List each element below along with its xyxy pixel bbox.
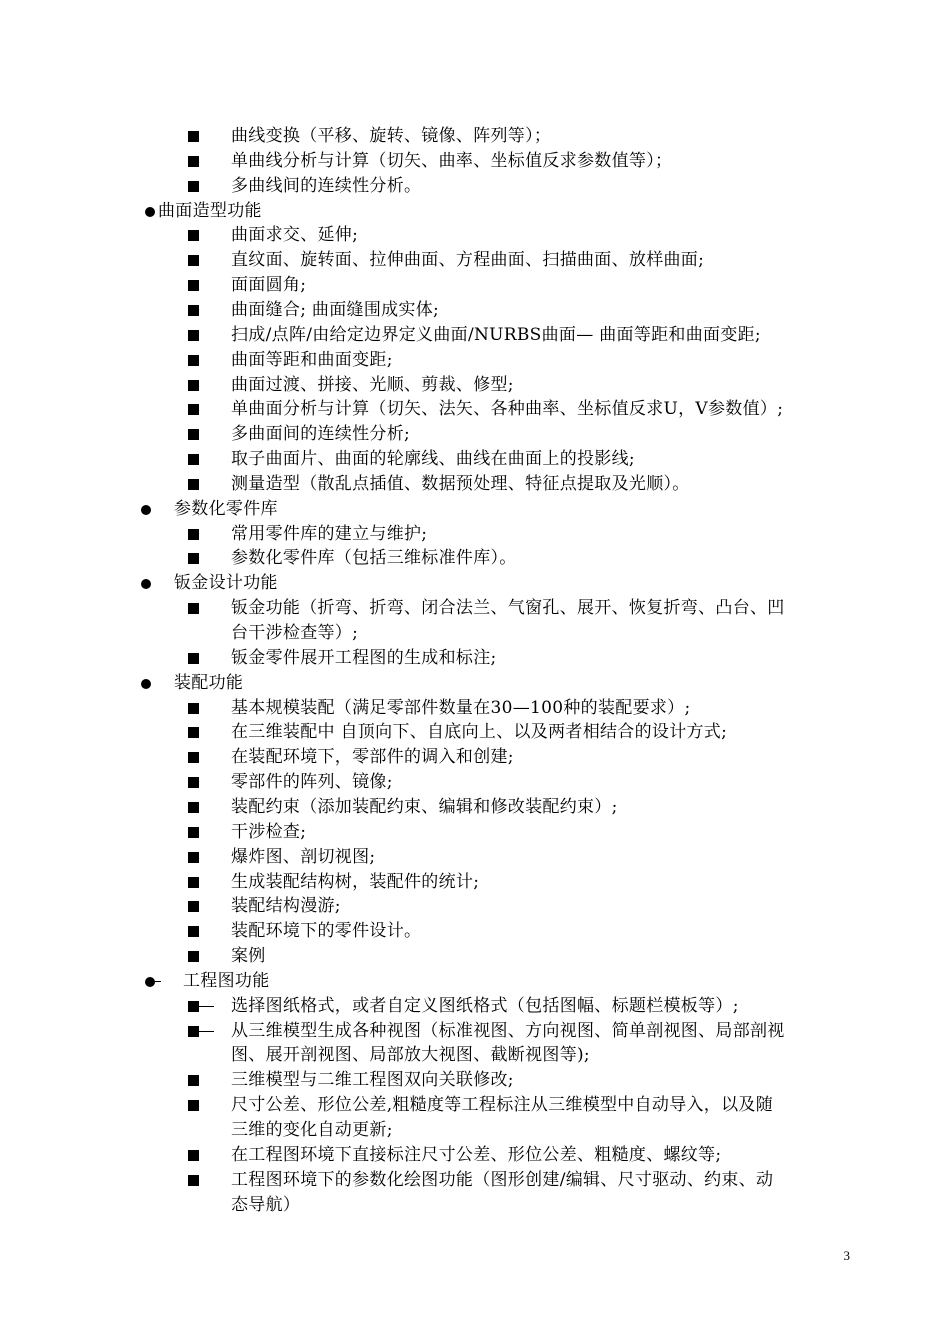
list-item-text: 测量造型（散乱点插值、数据预处理、特征点提取及光顺）。: [231, 473, 690, 494]
list-item-text: 在三维装配中 自顶向下、自底向上、以及两者相结合的设计方式;: [231, 722, 728, 743]
list-item-text: 态导航）: [231, 1194, 301, 1215]
list-item-text: 在装配环境下，零部件的调入和创建;: [231, 747, 514, 768]
square-bullet-icon: [188, 380, 199, 391]
section-heading-text: 装配功能: [174, 672, 244, 693]
square-bullet-icon: [188, 355, 199, 366]
square-bullet-icon: [188, 653, 199, 664]
square-bullet-icon: [188, 603, 199, 614]
list-item-text: 曲面缝合; 曲面缝围成实体;: [231, 299, 440, 320]
square-bullet-icon: [188, 877, 199, 888]
square-bullet-icon: [188, 777, 199, 788]
list-item-text: 装配结构漫游;: [231, 896, 341, 917]
square-bullet-icon: [188, 230, 199, 241]
section-heading-text: 参数化零件库: [174, 498, 278, 519]
list-item-text: 钣金功能（折弯、折弯、闭合法兰、气窗孔、展开、恢复折弯、凸台、凹: [231, 598, 785, 619]
round-bullet-icon: [145, 207, 155, 217]
list-item-text: 曲线变换（平移、旋转、镜像、阵列等）；: [231, 126, 552, 146]
square-bullet-icon: [188, 951, 199, 962]
square-bullet-icon: [188, 330, 199, 341]
list-item-text: 取子曲面片、曲面的轮廓线、曲线在曲面上的投影线;: [231, 449, 635, 470]
list-item-text: 尺寸公差、形位公差,粗糙度等工程标注从三维模型中自动导入，以及随: [231, 1095, 774, 1116]
square-bullet-icon: [188, 479, 199, 490]
list-item-text: 曲面过渡、拼接、光顺、剪裁、修型;: [231, 374, 514, 395]
list-item-text: 扫成/点阵/由给定边界定义曲面/NURBS曲面— 曲面等距和曲面变距;: [231, 324, 761, 345]
list-item-text: 从三维模型生成各种视图（标准视图、方向视图、简单剖视图、局部剖视: [231, 1020, 785, 1041]
square-bullet-icon: [188, 529, 199, 540]
list-item-text: 装配约束（添加装配约束、编辑和修改装配约束）;: [231, 796, 618, 817]
square-bullet-icon: [188, 1075, 199, 1086]
list-item-text: 单曲面分析与计算（切矢、法矢、各种曲率、坐标值反求U，V参数值）;: [231, 399, 784, 420]
square-bullet-icon: [188, 1150, 199, 1161]
list-item-text: 单曲线分析与计算（切矢、曲率、坐标值反求参数值等）；: [231, 150, 673, 171]
square-bullet-icon: [188, 454, 199, 465]
dash-mark-icon: [198, 1006, 214, 1008]
section-heading-text: 工程图功能: [183, 970, 270, 991]
round-bullet-icon: [141, 679, 151, 689]
square-bullet-icon: [188, 703, 199, 714]
list-item-text: 案例: [231, 946, 266, 967]
square-bullet-icon: [188, 280, 199, 291]
square-bullet-icon: [188, 727, 199, 738]
square-bullet-icon: [188, 404, 199, 415]
list-item-text: 三维的变化自动更新;: [231, 1120, 393, 1140]
list-item-text: 直纹面、旋转面、拉伸曲面、方程曲面、扫描曲面、放样曲面;: [231, 250, 705, 271]
square-bullet-icon: [188, 1175, 199, 1186]
square-bullet-icon: [188, 926, 199, 937]
list-item-text: 面面圆角;: [231, 275, 307, 296]
square-bullet-icon: [188, 1100, 199, 1111]
round-bullet-icon: [141, 579, 151, 589]
list-item-text: 工程图环境下的参数化绘图功能（图形创建/编辑、尺寸驱动、约束、动: [231, 1169, 774, 1190]
list-item-text: 生成装配结构树，装配件的统计;: [231, 871, 480, 892]
section-heading-text: 曲面造型功能: [158, 200, 262, 221]
square-bullet-icon: [188, 131, 199, 142]
list-item-text: 常用零件库的建立与维护;: [231, 523, 428, 544]
section-heading-text: 钣金设计功能: [174, 573, 278, 594]
list-item-text: 干涉检查;: [231, 821, 307, 842]
square-bullet-icon: [188, 752, 199, 763]
list-item-text: 三维模型与二维工程图双向关联修改;: [231, 1070, 514, 1091]
square-bullet-icon: [188, 181, 199, 192]
list-item-text: 多曲面间的连续性分析;: [231, 424, 411, 445]
list-item-text: 装配环境下的零件设计。: [231, 921, 422, 942]
square-bullet-icon: [188, 255, 199, 266]
list-item-text: 曲面求交、延伸;: [231, 225, 359, 246]
dash-mark-icon: [149, 981, 161, 983]
list-item-text: 爆炸图、剖切视图;: [231, 846, 376, 867]
page-number: 3: [843, 1248, 850, 1263]
list-item-text: 基本规模装配（满足零部件数量在30—100种的装配要求）;: [231, 697, 691, 718]
round-bullet-icon: [141, 505, 151, 515]
square-bullet-icon: [188, 305, 199, 316]
square-bullet-icon: [188, 802, 199, 813]
square-bullet-icon: [188, 429, 199, 440]
list-item-text: 多曲线间的连续性分析。: [231, 175, 422, 196]
list-item-text: 在工程图环境下直接标注尺寸公差、形位公差、粗糙度、螺纹等;: [231, 1144, 722, 1165]
list-item-text: 台干涉检查等）;: [231, 623, 359, 643]
list-item-text: 零部件的阵列、镜像;: [231, 772, 393, 793]
square-bullet-icon: [188, 901, 199, 912]
square-bullet-icon: [188, 827, 199, 838]
list-item-text: 参数化零件库（包括三维标准件库）。: [231, 548, 517, 569]
list-item-text: 曲面等距和曲面变距;: [231, 349, 393, 370]
list-item-text: 钣金零件展开工程图的生成和标注;: [231, 647, 497, 668]
square-bullet-icon: [188, 852, 199, 863]
square-bullet-icon: [188, 553, 199, 564]
list-item-text: 图、展开剖视图、局部放大视图、截断视图等);: [231, 1045, 590, 1066]
list-item-text: 选择图纸格式，或者自定义图纸格式（包括图幅、标题栏模板等）;: [231, 995, 739, 1016]
dash-mark-icon: [198, 1031, 214, 1033]
square-bullet-icon: [188, 156, 199, 167]
